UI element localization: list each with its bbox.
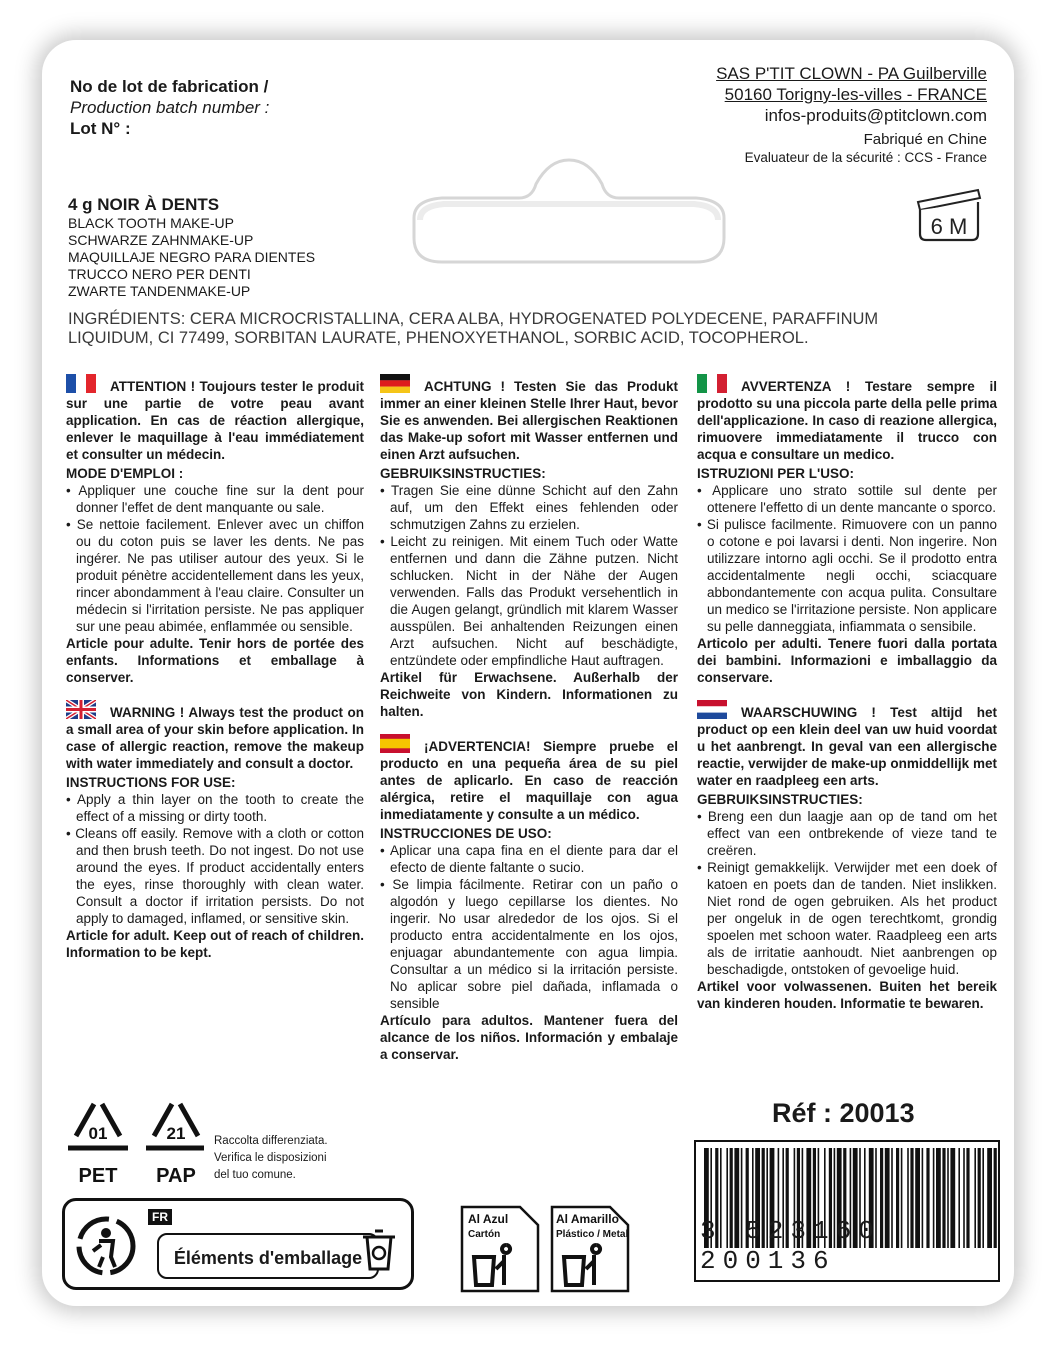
product-names bbox=[68, 194, 315, 300]
closing-nl: Artikel voor volwassenen. Buiten het bereik van kinderen houden. Informatie te bewaren. bbox=[697, 979, 997, 1011]
barcode-number: 3 523160 200136 bbox=[700, 1216, 881, 1276]
instructions-heading-de: GEBRUIKSINSTRUCTIES: bbox=[380, 466, 546, 481]
instruction-it-2: • Si pulisce facilmente. Rimuovere con un panno o cotone e poi lavarsi i denti. Non ingerire. Non utilizzare intorno agli occhi. Se il prodotto entra accidentalmente negli occhi, sciacquare abbondantemente con acqua pulita. Consultare un medico se l'irritazione persiste. Non applicare su pelle danneggiata, infiammata o sensibile. bbox=[697, 516, 997, 635]
instruction-es-1: • Aplicar una capa fina en el diente para dar el efecto de diente faltante o sucio. bbox=[380, 842, 678, 876]
product-title: 4 g NOIR À DENTS bbox=[68, 195, 220, 214]
country-code: FR bbox=[148, 1209, 172, 1225]
warning-es: ¡ADVERTENCIA! Siempre pruebe el producto en una pequeña área de su piel antes de aplicarlo. En caso de reacción alérgica, retire el maquillaje con agua inmediatamente y consulte a un médico. bbox=[380, 734, 678, 823]
instruction-it-1: • Applicare uno strato sottile sul dente per ottenere l'effetto di un dente mancante o sporco. bbox=[697, 482, 997, 516]
product-name-es: MAQUILLAJE NEGRO PARA DIENTES bbox=[68, 249, 316, 265]
instructions-heading-it: ISTRUZIONI PER L'USO: bbox=[697, 466, 854, 481]
instruction-en-2: • Cleans off easily. Remove with a cloth or cotton and then brush teeth. Do not ingest. Do not use around the eyes. If product accidentally enters the eyes, rinse thoroughly with clean water. Consult a doctor if irritation persists. Do not apply to damaged, inflamed, or sensitive skin. bbox=[66, 825, 364, 927]
instructions-list-de bbox=[380, 482, 678, 669]
instruction-en-1: • Apply a thin layer on the tooth to create the effect of a missing or dirty tooth. bbox=[66, 791, 364, 825]
triman-logo bbox=[62, 1198, 414, 1290]
pap-label: PAP bbox=[156, 1165, 196, 1187]
column-fr-en bbox=[66, 374, 364, 961]
instructions-list-it bbox=[697, 482, 997, 635]
blue-bin-box bbox=[460, 1205, 550, 1295]
column-de-es bbox=[380, 374, 678, 1063]
blue-bin-title: Al Azul bbox=[468, 1212, 509, 1226]
closing-de: Artikel für Erwachsene. Außerhalb der Reichweite von Kindern. Informationen zu halten. bbox=[380, 670, 678, 719]
instructions-list-en bbox=[66, 791, 364, 927]
netherlands-flag-icon bbox=[697, 700, 727, 719]
safety-evaluator: Evaluateur de la sécurité : CCS - France bbox=[744, 150, 987, 165]
batch-label-fr: No de lot de fabrication / bbox=[70, 77, 269, 96]
warning-fr: ATTENTION ! Toujours tester le produit sur une partie de votre peau avant application. En cas de réaction allergique, enlever le maquillage à l'eau immédiatement et consulter un médecin. bbox=[66, 374, 364, 463]
instruction-es-2: • Se limpia fácilmente. Retirar con un paño o algodón y luego cepillarse los dientes. No ingerir. No usar alrededor de los ojos. Si el producto entra accidentalmente en los ojos, enjuagar abundantemente con agua limpia. Consultar a un médico si la irritación persiste. No aplicar sobre piel dañada, inflamada o sensible bbox=[380, 876, 678, 1012]
instructions-heading-fr: MODE D'EMPLOI : bbox=[66, 466, 184, 481]
closing-en: Article for adult. Keep out of reach of children. Information to be kept. bbox=[66, 928, 364, 960]
batch-number-block bbox=[70, 76, 269, 139]
batch-label-en: Production batch number : bbox=[70, 98, 270, 117]
spain-flag-icon bbox=[380, 734, 410, 753]
recycling-codes bbox=[56, 1092, 206, 1192]
warning-nl: WAARSCHUWING ! Test altijd het product op een klein deel van uw huid voordat u het aanbrengt. In geval van een allergische reactie, verwijder de make-up onmiddellijk met water en raadpleeg een arts. bbox=[697, 700, 997, 789]
closing-it: Articolo per adulti. Tenere fuori dalla portata dei bambini. Informazioni e imballaggio da conservare. bbox=[697, 636, 997, 685]
instructions-list-fr bbox=[66, 482, 364, 635]
column-it-nl bbox=[697, 374, 997, 1012]
blue-bin-icon bbox=[460, 1205, 550, 1295]
instruction-de-1: • Tragen Sie eine dünne Schicht auf den Zahn auf, um den Effekt eines fehlenden oder schmutzigen Zahns zu erzielen. bbox=[380, 482, 678, 533]
warning-en: WARNING ! Always test the product on a small area of your skin before application. In case of allergic reaction, remove the makeup with water immediately and consult a doctor. bbox=[66, 700, 364, 772]
company-address: 50160 Torigny-les-villes - FRANCE bbox=[724, 85, 987, 104]
made-in: Fabriqué en Chine bbox=[863, 131, 987, 148]
product-name-it: TRUCCO NERO PER DENTI bbox=[68, 266, 251, 282]
recycling-note-line-1: Raccolta differenziata. bbox=[214, 1135, 328, 1147]
lot-label: Lot N° : bbox=[70, 119, 131, 138]
triman-icon bbox=[71, 1211, 141, 1281]
italy-flag-icon bbox=[697, 374, 727, 393]
yellow-bin-sub: Plástico / Metal bbox=[556, 1229, 629, 1240]
company-name: SAS P'TIT CLOWN - PA Guilberville bbox=[716, 64, 987, 83]
blue-bin-sub: Cartón bbox=[468, 1229, 501, 1240]
packaging-card bbox=[42, 40, 1014, 1306]
instructions-list-es bbox=[380, 842, 678, 1012]
uk-flag-icon bbox=[66, 700, 96, 719]
reference-number: Réf : 20013 bbox=[772, 1098, 915, 1128]
warning-de: ACHTUNG ! Testen Sie das Produkt immer an einer kleinen Stelle Ihrer Haut, bevor Sie es anwenden. Bei allergischen Reaktionen das Make-up sofort mit Wasser entfernen und einen Arzt aufsuchen. bbox=[380, 374, 678, 463]
product-name-nl: ZWARTE TANDENMAKE-UP bbox=[68, 283, 251, 299]
yellow-bin-title: Al Amarillo bbox=[556, 1212, 619, 1226]
pet-label: PET bbox=[78, 1165, 118, 1187]
warning-it: AVVERTENZA ! Testare sempre il prodotto su una piccola parte della pelle prima dell'applicazione. In caso di reazione allergica, rimuovere immediatamente il trucco con acqua e consultare un medico. bbox=[697, 374, 997, 463]
instruction-de-2: • Leicht zu reinigen. Mit einem Tuch oder Watte entfernen und dann die Zähne putzen. Nicht schlucken. Nicht in der Nähe der Augen verwenden. Falls das Produkt versehentlich in die Augen gelangt, gründlich mit klarem Wasser ausspülen. Bei anhaltenden Reizungen einen Arzt aufsuchen. Nicht auf beschädigte, entzündete oder empfindliche Haut auftragen. bbox=[380, 533, 678, 669]
recycle-bin-icon bbox=[357, 1225, 401, 1275]
recycling-note bbox=[214, 1133, 328, 1184]
instruction-fr-2: • Se nettoie facilement. Enlever avec un chiffon ou du coton puis se laver les dents. Ne pas ingérer. Ne pas utiliser autour des yeux. Si le produit pénètre accidentellement dans les yeux, rincer abondamment à l'eau claire. Consulter un médecin si l'irritation persiste. Ne pas appliquer sur une peau abimée, enflammée ou sensible. bbox=[66, 516, 364, 635]
france-flag-icon bbox=[66, 374, 96, 393]
hang-hole bbox=[404, 158, 734, 268]
closing-fr: Article pour adulte. Tenir hors de portée des enfants. Informations et emballage à conserver. bbox=[66, 636, 364, 685]
yellow-bin-icon bbox=[550, 1205, 640, 1295]
instruction-fr-1: • Appliquer une couche fine sur la dent pour donner l'effet de dent manquante ou sale. bbox=[66, 482, 364, 516]
yellow-bin-box bbox=[550, 1205, 640, 1295]
pet-code: 01 bbox=[88, 1124, 108, 1143]
company-block bbox=[716, 63, 987, 166]
pap-code: 21 bbox=[166, 1124, 186, 1143]
instructions-heading-nl: GEBRUIKSINSTRUCTIES: bbox=[697, 792, 863, 807]
closing-es: Artículo para adultos. Mantener fuera del alcance de los niños. Información y embalaje a conservar. bbox=[380, 1013, 678, 1062]
period-after-opening-icon bbox=[912, 178, 984, 242]
packaging-elements-label: Éléments d'emballage bbox=[157, 1233, 379, 1279]
instruction-nl-1: • Breng een dun laagje aan op de tand om het effect van een ontbrekende of vieze tand te creëren. bbox=[697, 808, 997, 859]
instructions-heading-en: INSTRUCTIONS FOR USE: bbox=[66, 775, 236, 790]
company-email: infos-produits@ptitclown.com bbox=[764, 106, 987, 125]
recycling-note-line-2: Verifica le disposizioni bbox=[214, 1152, 327, 1164]
ingredients: INGRÉDIENTS: CERA MICROCRISTALLINA, CERA ALBA, HYDROGENATED POLYDECENE, PARAFFINUM LIQUIDUM, CI 77499, SORBITAN LAURATE, PHENOXYETHANOL, SORBIC ACID, TOCOPHEROL. bbox=[68, 310, 879, 347]
instruction-nl-2: • Reinigt gemakkelijk. Verwijder met een doek of katoen en poets dan de tanden. Niet inslikken. Niet rond de ogen gebruiken. Als het product per ongeluk in de ogen terechtkomt, grondig spoelen met schoon water. Raadpleeg een arts als de irritatie aanhoudt. Niet aanbrengen op beschadigde, ontstoken of gevoelige huid. bbox=[697, 859, 997, 978]
pao-text: 6 M bbox=[930, 214, 968, 239]
instructions-list-nl bbox=[697, 808, 997, 978]
barcode bbox=[694, 1140, 1000, 1282]
instructions-heading-es: INSTRUCCIONES DE USO: bbox=[380, 826, 552, 841]
germany-flag-icon bbox=[380, 374, 410, 393]
recycling-note-line-3: del tuo comune. bbox=[214, 1169, 296, 1181]
product-name-de: SCHWARZE ZAHNMAKE-UP bbox=[68, 232, 254, 248]
product-name-en: BLACK TOOTH MAKE-UP bbox=[68, 215, 234, 231]
